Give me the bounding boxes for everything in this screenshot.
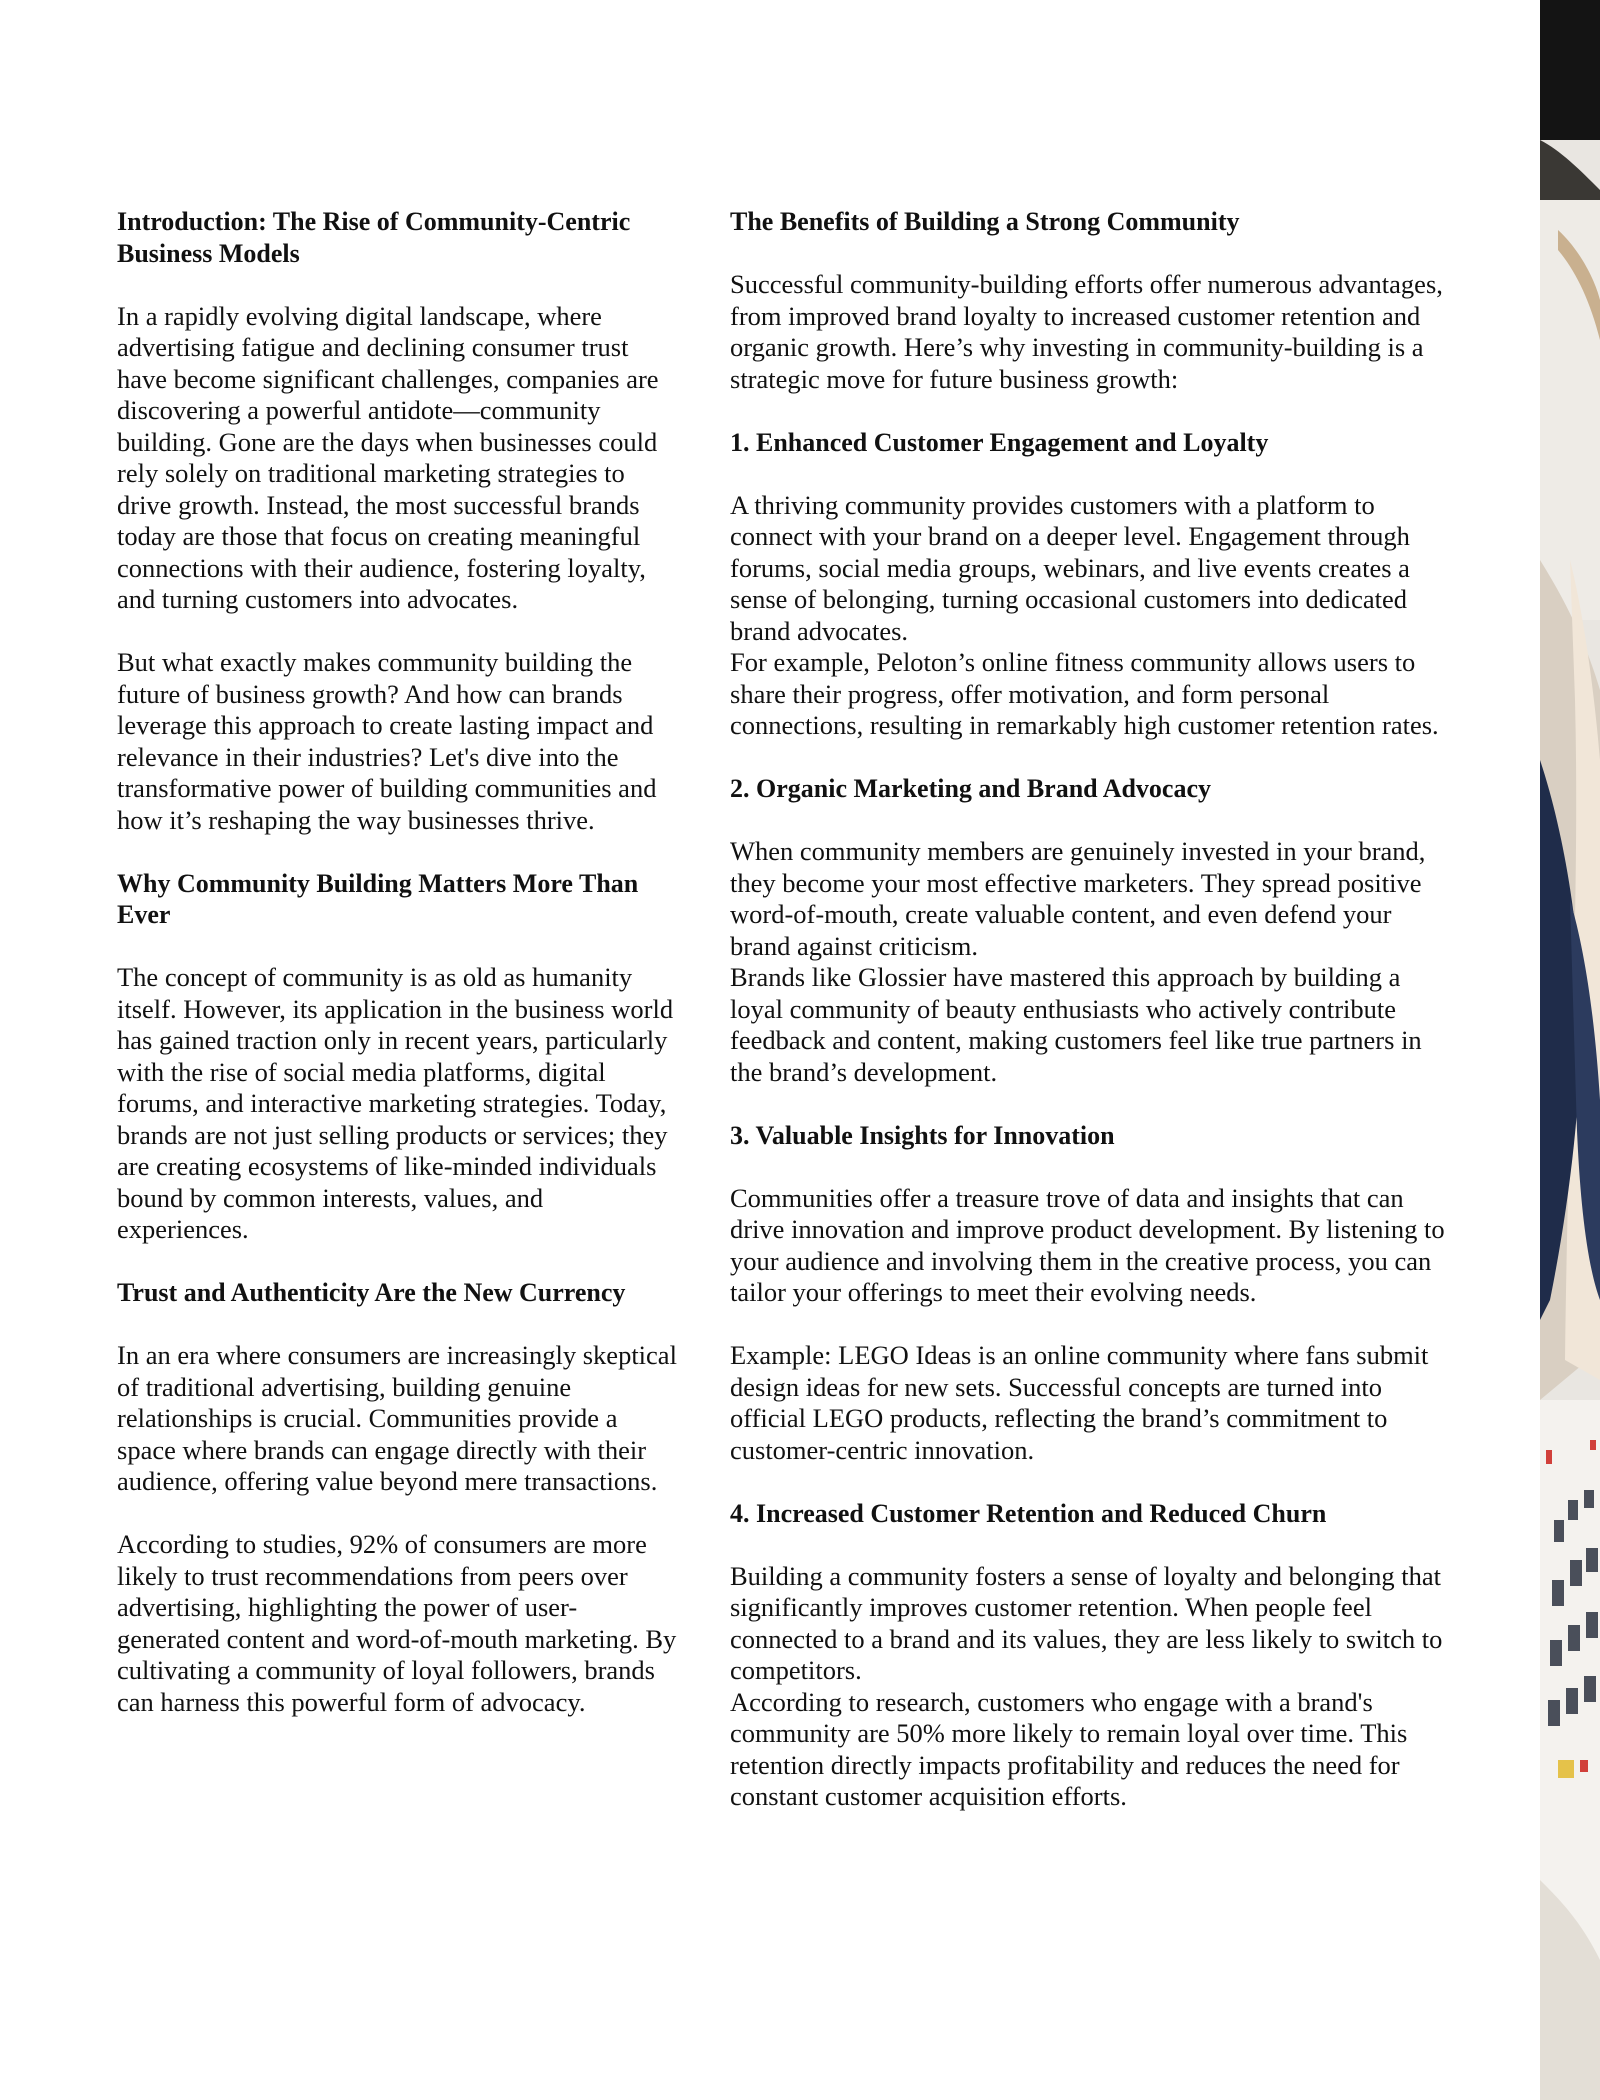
- section-2-heading: 2. Organic Marketing and Brand Advocacy: [730, 774, 1212, 803]
- section-1-heading: 1. Enhanced Customer Engagement and Loyalty: [730, 427, 1269, 457]
- edge-photo-art: [1540, 0, 1600, 2100]
- section-1-paragraph-2: For example, Peloton’s online fitness community allows users to share their progress, offer motivation, and form personal connections, resulting in remarkably high customer retention rates.: [730, 647, 1439, 740]
- section-1-paragraph-1: A thriving community provides customers with a platform to connect with your brand on a deeper level. Engagement through forums, social media groups, webinars, and live events creates a sense of belonging, turning occasional customers into dedicated brand advocates.: [730, 489, 1410, 646]
- right-column: [730, 206, 1445, 1844]
- benefits-paragraph: Successful community-building efforts offer numerous advantages, from improved brand loyalty to increased customer retention and organic growth. Here’s why investing in community-building is a strategic move for future business growth:: [730, 269, 1443, 394]
- trust-paragraph-2: According to studies, 92% of consumers are more likely to trust recommendations from peers over advertising, highlighting the power of user-generated content and word-of-mouth marketing. By cultivating a community of loyal followers, brands can harness this powerful form of advocacy.: [117, 1529, 677, 1717]
- trust-paragraph-1: In an era where consumers are increasingly skeptical of traditional advertising, building genuine relationships is crucial. Communities provide a space where brands can engage directly with their audience, offering value beyond mere transactions.: [117, 1340, 677, 1496]
- section-4-paragraph-2: According to research, customers who engage with a brand's community are 50% more likely to remain loyal over time. This retention directly impacts profitability and reduces the need for constant customer acquisition efforts.: [730, 1686, 1408, 1811]
- section-3-heading: 3. Valuable Insights for Innovation: [730, 1120, 1115, 1150]
- section-2-paragraph-2: Brands like Glossier have mastered this approach by building a loyal community of beauty enthusiasts who actively contribute feedback and content, making customers feel like true partners in the brand’s development.: [730, 962, 1422, 1087]
- why-community-paragraph: The concept of community is as old as humanity itself. However, its application in the business world has gained traction only in recent years, particularly with the rise of social media platforms, digital forums, and interactive marketing strategies. Today, brands are not just selling products or services; they are creating ecosystems of like-minded individuals bound by common interests, values, and experiences.: [117, 962, 674, 1244]
- intro-heading: Introduction: The Rise of Community-Centric Business Models: [117, 207, 631, 268]
- section-3-paragraph-1: Communities offer a treasure trove of data and insights that can drive innovation and improve product development. By listening to your audience and involving them in the creative process, you can tailor your offerings to meet their evolving needs.: [730, 1182, 1445, 1307]
- why-community-heading: Why Community Building Matters More Than Ever: [117, 868, 639, 929]
- edge-photo: [1540, 0, 1600, 2100]
- section-4-heading: 4. Increased Customer Retention and Reduced Churn: [730, 1498, 1327, 1528]
- left-column: [117, 206, 677, 1750]
- section-4-paragraph-1: Building a community fosters a sense of loyalty and belonging that significantly improves customer retention. When people feel connected to a brand and its values, they are less likely to switch to competitors.: [730, 1560, 1443, 1685]
- intro-paragraph-1: In a rapidly evolving digital landscape, where advertising fatigue and declining consumer trust have become significant challenges, companies are discovering a powerful antidote—community building. Gone are the days when businesses could rely solely on traditional marketing strategies to drive growth. Instead, the most successful brands today are those that focus on creating meaningful connections with their audience, fostering loyalty, and turning customers into advocates.: [117, 300, 659, 614]
- intro-paragraph-2: But what exactly makes community building the future of business growth? And how can brands leverage this approach to create lasting impact and relevance in their industries? Let's dive into the transformative power of building communities and how it’s reshaping the way businesses thrive.: [117, 647, 657, 835]
- section-3-paragraph-2: Example: LEGO Ideas is an online community where fans submit design ideas for new sets. Successful concepts are turned into official LEGO products, reflecting the brand’s commitment to customer-centric innovation.: [730, 1340, 1429, 1465]
- section-2-paragraph-1: When community members are genuinely invested in your brand, they become your most effective marketers. They spread positive word-of-mouth, create valuable content, and even defend your brand against criticism.: [730, 836, 1426, 961]
- trust-heading: Trust and Authenticity Are the New Currency: [117, 1278, 626, 1307]
- benefits-heading: The Benefits of Building a Strong Community: [730, 207, 1240, 236]
